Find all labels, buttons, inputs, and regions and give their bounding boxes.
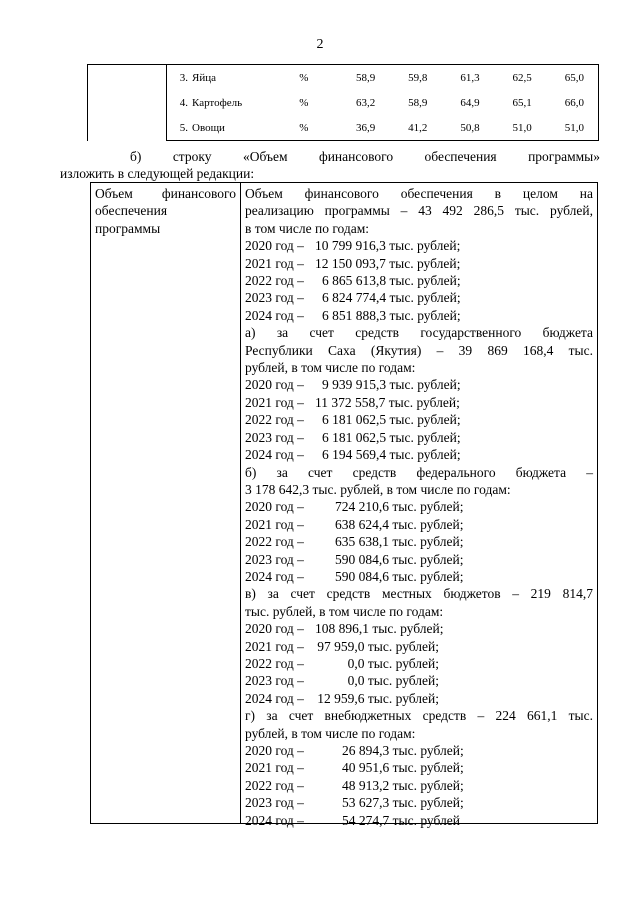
year-amount: 635 638,1 тыс. рублей;	[335, 534, 464, 550]
year-amount: 6 824 774,4 тыс. рублей;	[322, 290, 461, 306]
row-number: 3.	[166, 65, 192, 91]
year-label: 2021 год –	[245, 516, 304, 532]
year-label: 2024 год –	[245, 690, 304, 706]
year-label: 2022 год –	[245, 777, 304, 793]
row-value: 59,8	[375, 65, 427, 91]
row-unit: %	[285, 115, 323, 141]
year-amount: 40 951,6 тыс. рублей;	[342, 760, 464, 776]
year-row	[245, 307, 593, 324]
year-row	[245, 498, 593, 515]
year-amount: 53 627,3 тыс. рублей;	[342, 795, 464, 811]
instruction-line: б) строку «Объем финансового обеспечения программы»	[130, 149, 600, 164]
row-value: 51,0	[532, 115, 599, 141]
row-value: 36,9	[323, 115, 375, 141]
row-value: 41,2	[375, 115, 427, 141]
funding-content-cell	[245, 185, 593, 829]
year-label: 2024 год –	[245, 307, 304, 323]
indicator-table	[87, 64, 599, 141]
year-amount: 6 194 569,4 тыс. рублей;	[322, 447, 461, 463]
year-label: 2023 год –	[245, 795, 304, 811]
row-name: Яйца	[192, 65, 285, 91]
section-b-line: б) за счет средств федерального бюджета –	[245, 464, 593, 480]
year-amount: 97 959,0 тыс. рублей;	[317, 638, 439, 654]
year-amount: 638 624,4 тыс. рублей;	[335, 516, 464, 532]
row-value: 64,9	[460, 96, 480, 109]
year-row	[245, 255, 593, 272]
year-label: 2023 год –	[245, 429, 304, 445]
year-row	[245, 759, 593, 776]
year-label: 2023 год –	[245, 673, 304, 689]
row-value: 51,0	[480, 115, 532, 141]
year-row	[245, 394, 593, 411]
year-row	[245, 446, 593, 463]
year-amount: 9 939 915,3 тыс. рублей;	[322, 377, 461, 393]
instruction-paragraph	[60, 148, 600, 182]
row-value: 61,3	[427, 65, 479, 91]
year-label: 2022 год –	[245, 655, 304, 671]
year-label: 2022 год –	[245, 412, 304, 428]
year-amount: 10 799 916,3 тыс. рублей;	[315, 238, 461, 254]
year-label: 2020 год –	[245, 743, 304, 758]
year-label: 2024 год –	[245, 447, 304, 463]
year-label: 2020 год –	[245, 621, 304, 637]
funding-label-cell	[91, 183, 241, 823]
year-label: 2021 год –	[245, 760, 304, 776]
total-line: реализацию программы – 43 492 286,5 тыс. рублей,	[245, 203, 593, 219]
year-amount: 12 959,6 тыс. рублей;	[317, 690, 439, 706]
year-amount: 0,0 тыс. рублей;	[347, 655, 439, 671]
section-g-line: г) за счет внебюджетных средств – 224 661,1 тыс.	[245, 708, 593, 724]
year-amount: 6 181 062,5 тыс. рублей;	[322, 412, 461, 428]
year-amount: 12 150 093,7 тыс. рублей;	[315, 255, 461, 271]
year-row	[245, 289, 593, 306]
year-label: 2021 год –	[245, 394, 304, 410]
year-label: 2023 год –	[245, 290, 304, 306]
year-row	[245, 272, 593, 289]
year-label: 2024 год –	[245, 812, 304, 828]
row-value: 65,0	[532, 65, 599, 91]
row-number: 4.	[179, 96, 188, 109]
year-row	[245, 429, 593, 446]
row-value: 65,1	[512, 96, 532, 109]
instruction-line: изложить в следующей редакции:	[60, 166, 255, 181]
year-row	[245, 620, 593, 637]
row-name: Картофель	[192, 96, 243, 109]
year-row	[245, 777, 593, 794]
row-unit: %	[299, 96, 309, 109]
year-row	[245, 638, 593, 655]
section-a-line: рублей, в том числе по годам:	[245, 360, 416, 376]
year-row	[245, 376, 593, 393]
year-row	[245, 568, 593, 585]
year-row	[245, 794, 593, 811]
year-row	[245, 237, 593, 254]
year-amount: 48 913,2 тыс. рублей;	[342, 777, 464, 793]
row-value: 58,9	[323, 65, 375, 91]
year-amount: 0,0 тыс. рублей;	[347, 673, 439, 689]
section-b-line: 3 178 642,3 тыс. рублей, в том числе по годам:	[245, 481, 511, 497]
year-label: 2024 год –	[245, 568, 304, 584]
row-number: 5.	[166, 115, 192, 141]
row-value: 62,5	[480, 65, 532, 91]
year-row	[245, 551, 593, 568]
year-row	[245, 411, 593, 428]
year-label: 2020 год –	[245, 377, 304, 393]
row-name: Овощи	[192, 115, 285, 141]
year-amount: 11 372 558,7 тыс. рублей;	[315, 394, 460, 410]
year-row	[245, 672, 593, 689]
year-label: 2020 год –	[245, 238, 304, 254]
year-amount: 590 084,6 тыс. рублей;	[335, 551, 464, 567]
year-row	[245, 655, 593, 672]
section-v-line: в) за счет средств местных бюджетов – 219 814,7	[245, 586, 593, 602]
year-label: 2022 год –	[245, 273, 304, 289]
label-line: обеспечения	[95, 203, 168, 219]
year-amount: 54 274,7 тыс. рублей	[342, 812, 460, 828]
page-number: 2	[316, 37, 324, 52]
year-row	[245, 533, 593, 550]
funding-table	[90, 182, 598, 828]
total-line: Объем финансового обеспечения в целом на	[245, 186, 593, 201]
section-v-line: тыс. рублей, в том числе по годам:	[245, 603, 444, 619]
year-amount: 724 210,6 тыс. рублей;	[335, 499, 464, 515]
year-label: 2021 год –	[245, 255, 304, 271]
row-value: 66,0	[532, 90, 599, 115]
year-amount: 26 894,3 тыс. рублей;	[342, 743, 464, 758]
empty-cell	[88, 65, 167, 141]
year-row	[245, 812, 593, 829]
year-amount: 6 851 888,3 тыс. рублей;	[322, 307, 461, 323]
section-a-line: а) за счет средств государственного бюджета	[245, 325, 593, 341]
section-g-line: рублей, в том числе по годам:	[245, 725, 416, 741]
year-label: 2021 год –	[245, 638, 304, 654]
year-label: 2020 год –	[245, 499, 304, 515]
row-value: 58,9	[408, 96, 428, 109]
year-amount: 6 181 062,5 тыс. рублей;	[322, 429, 461, 445]
year-label: 2023 год –	[245, 551, 304, 567]
year-label: 2022 год –	[245, 534, 304, 550]
year-row	[245, 742, 593, 759]
year-row	[245, 690, 593, 707]
label-line: программы	[95, 220, 161, 236]
label-line: Объем финансового	[95, 186, 236, 201]
section-a-line: Республики Саха (Якутия) – 39 869 168,4 тыс.	[245, 342, 593, 358]
row-value: 50,8	[427, 115, 479, 141]
table-row	[88, 65, 599, 91]
year-amount: 6 865 613,8 тыс. рублей;	[322, 273, 461, 289]
row-value: 63,2	[355, 96, 376, 109]
row-unit: %	[285, 65, 323, 91]
total-line: в том числе по годам:	[245, 220, 370, 236]
year-amount: 108 896,1 тыс. рублей;	[315, 621, 444, 637]
year-amount: 590 084,6 тыс. рублей;	[335, 568, 464, 584]
year-row	[245, 516, 593, 533]
